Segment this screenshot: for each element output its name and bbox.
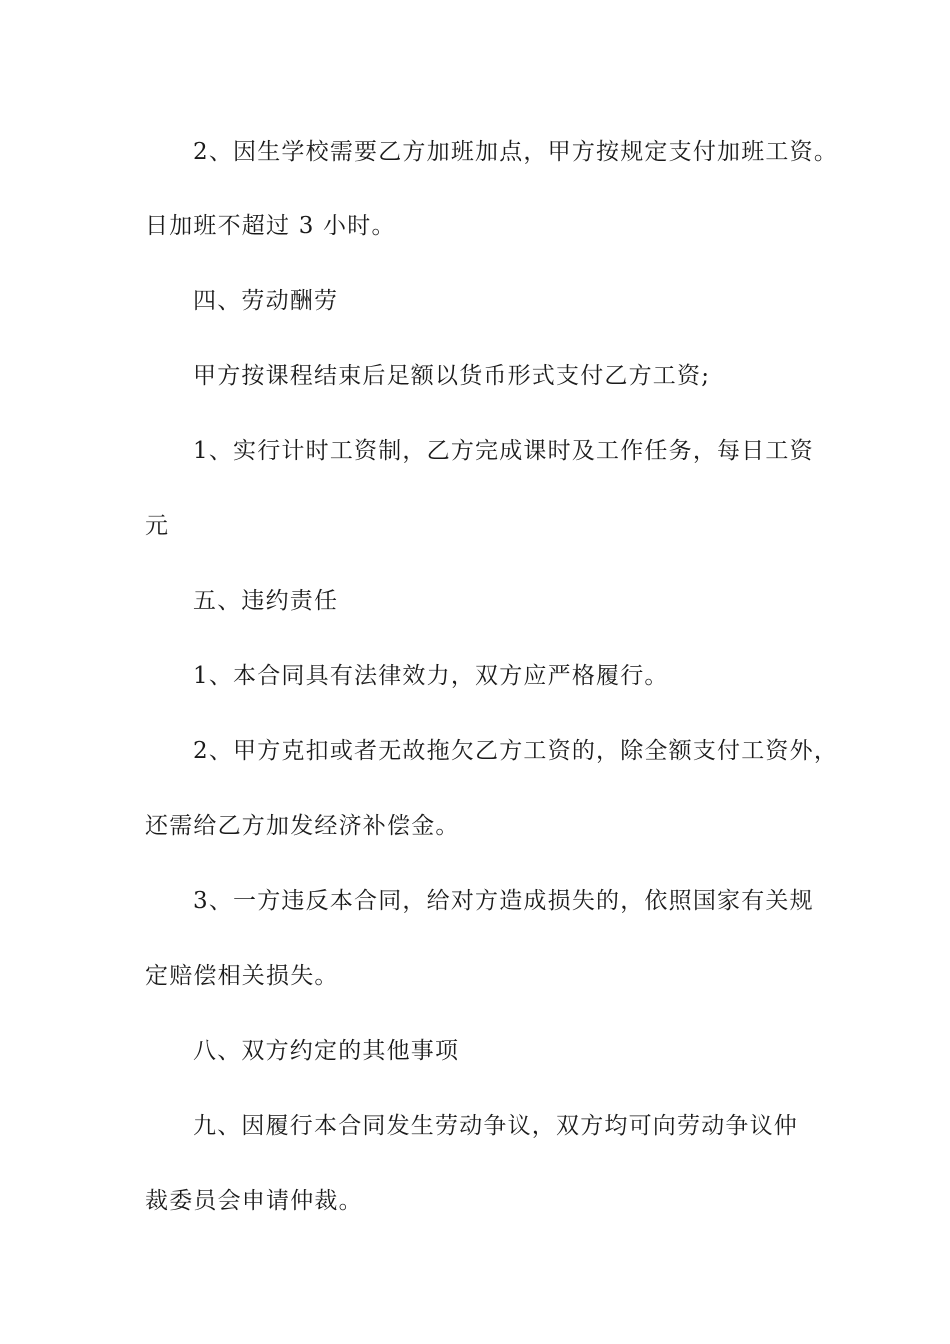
paragraph-breach: 3、一方违反本合同，给对方造成损失的，依照国家有关规 xyxy=(193,888,814,914)
paragraph-wage-arrears-cont: 还需给乙方加发经济补偿金。 xyxy=(145,813,460,839)
paragraph-overtime: 2、因生学校需要乙方加班加点，甲方按规定支付加班工资。 xyxy=(193,139,839,165)
paragraph-overtime-cont: 日加班不超过 3 小时。 xyxy=(145,213,396,239)
paragraph-dispute: 九、因履行本合同发生劳动争议，双方均可向劳动争议仲 xyxy=(193,1113,798,1139)
section-heading-other-matters: 八、双方约定的其他事项 xyxy=(193,1038,460,1064)
paragraph-hourly-wage: 1、实行计时工资制，乙方完成课时及工作任务，每日工资 xyxy=(193,438,814,464)
paragraph-breach-cont: 定赔偿相关损失。 xyxy=(145,963,339,989)
paragraph-dispute-cont: 裁委员会申请仲裁。 xyxy=(145,1188,363,1214)
section-heading-liability: 五、违约责任 xyxy=(193,588,339,614)
paragraph-legal-effect: 1、本合同具有法律效力，双方应严格履行。 xyxy=(193,663,669,689)
paragraph-wage-arrears: 2、甲方克扣或者无故拖欠乙方工资的，除全额支付工资外， xyxy=(193,738,839,764)
paragraph-payment: 甲方按课程结束后足额以货币形式支付乙方工资; xyxy=(193,363,711,389)
section-heading-remuneration: 四、劳动酬劳 xyxy=(193,288,339,314)
paragraph-hourly-wage-cont: 元 xyxy=(145,513,170,539)
